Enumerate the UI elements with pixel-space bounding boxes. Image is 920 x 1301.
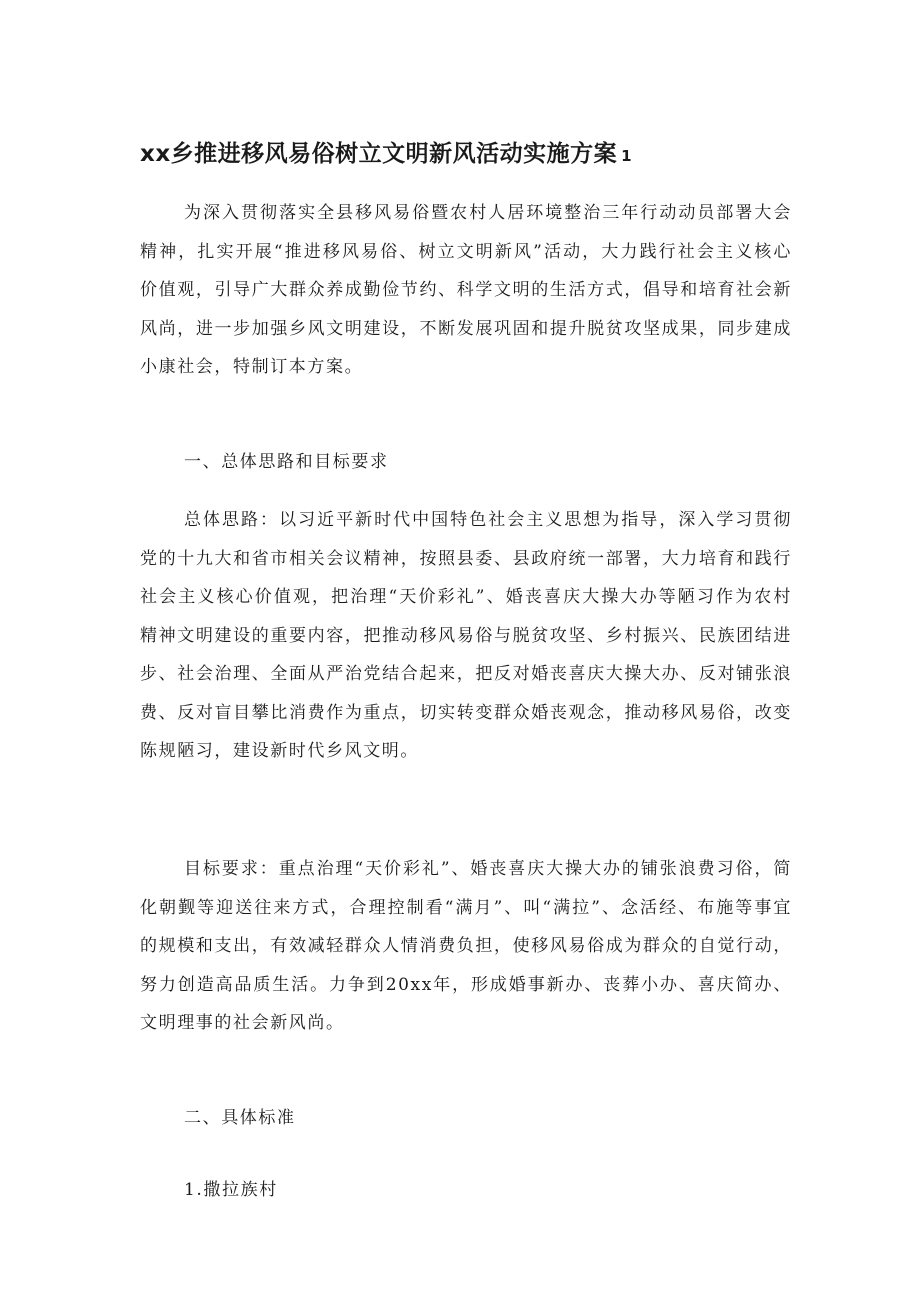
title-suffix: 1 [621, 147, 633, 165]
document-title [140, 136, 800, 174]
goal-requirements-paragraph: 目标要求：重点治理“天价彩礼”、婚丧喜庆大操大办的铺张浪费习俗，简化朝觐等迎送往来方式，合理控制看“满月”、叫“满拉”、念活经、布施等事宜的规模和支出，有效减轻群众人情消费负担，使移风易俗成为群众的自觉行动，努力创造高品质生活。力争到20xx年，形成婚事新办、丧葬小办、喜庆简办、文明理事的社会新风尚。 [140, 859, 792, 1033]
section-2-heading: 二、具体标准 [184, 1108, 296, 1128]
section-1-heading: 一、总体思路和目标要求 [184, 452, 389, 472]
section-2-item-1: 1.撒拉族村 [184, 1180, 278, 1200]
general-idea-paragraph: 总体思路：以习近平新时代中国特色社会主义思想为指导，深入学习贯彻党的十九大和省市相关会议精神，按照县委、县政府统一部署，大力培育和践行社会主义核心价值观，把治理“天价彩礼”、婚丧喜庆大操大办等陋习作为农村精神文明建设的重要内容，把推动移风易俗与脱贫攻坚、乡村振兴、民族团结进步、社会治理、全面从严治党结合起来，把反对婚丧喜庆大操大办、反对铺张浪费、反对盲目攀比消费作为重点，切实转变群众婚丧观念，推动移风易俗，改变陈规陋习，建设新时代乡风文明。 [140, 510, 792, 761]
intro-paragraph: 为深入贯彻落实全县移风易俗暨农村人居环境整治三年行动动员部署大会精神，扎实开展“推进移风易俗、树立文明新风”活动，大力践行社会主义核心价值观，引导广大群众养成勤俭节约、科学文明的生活方式，倡导和培育社会新风尚，进一步加强乡风文明建设，不断发展巩固和提升脱贫攻坚成果，同步建成小康社会，特制订本方案。 [140, 203, 792, 377]
title-text: xx乡推进移风易俗树立文明新风活动实施方案 [140, 141, 618, 167]
